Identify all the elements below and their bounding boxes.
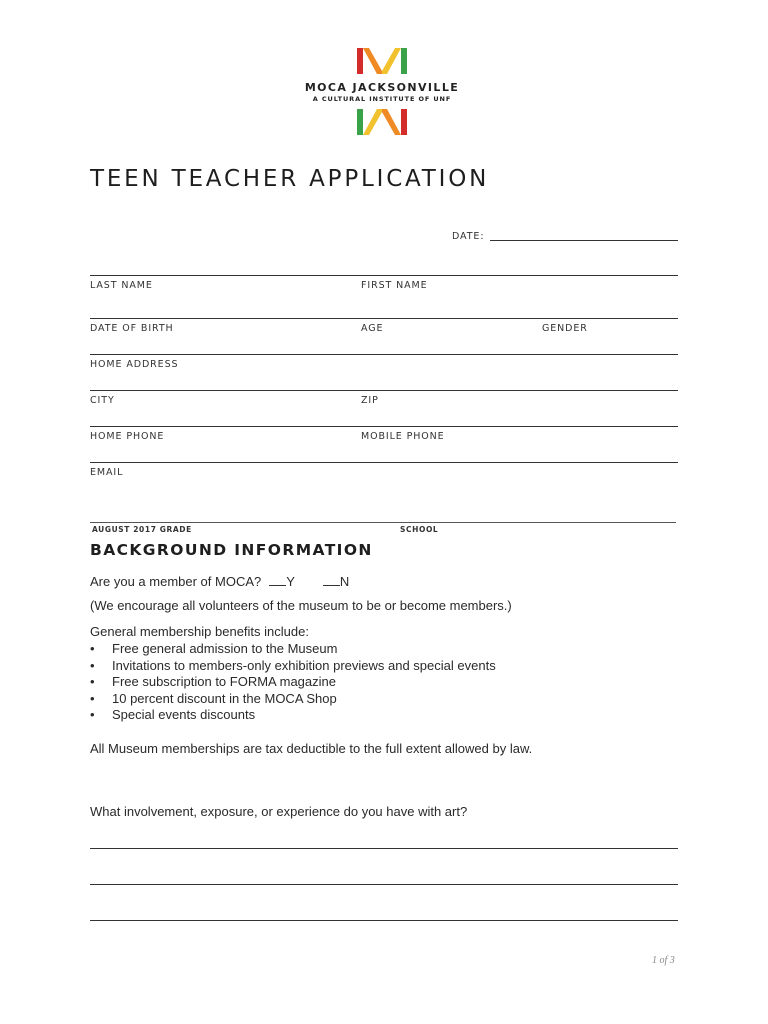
- benefit-text: Special events discounts: [112, 707, 256, 723]
- member-yes-option: Y: [286, 574, 295, 589]
- dob-field-line[interactable]: [90, 318, 678, 319]
- benefit-text: 10 percent discount in the MOCA Shop: [112, 690, 337, 706]
- date-of-birth-label: DATE OF BIRTH: [90, 323, 174, 334]
- email-field-line[interactable]: [90, 462, 678, 463]
- benefits-list: [90, 641, 496, 724]
- list-item: • 10 percent discount in the MOCA Shop: [90, 690, 337, 706]
- benefit-text: Free subscription to FORMA magazine: [112, 674, 336, 690]
- phone-field-line[interactable]: [90, 426, 678, 427]
- email-label: EMAIL: [90, 467, 124, 478]
- member-yes-blank[interactable]: [269, 575, 286, 586]
- art-question: What involvement, exposure, or experience do you have with art?: [90, 804, 468, 819]
- list-item: • Invitations to members-only exhibition previews and special events: [90, 657, 496, 673]
- list-item: • Free subscription to FORMA magazine: [90, 674, 336, 690]
- last-name-label: LAST NAME: [90, 280, 153, 291]
- name-field-line[interactable]: [90, 275, 678, 276]
- list-item: • Special events discounts: [90, 707, 256, 723]
- home-address-label: HOME ADDRESS: [90, 359, 179, 370]
- list-item: • Free general admission to the Museum: [90, 641, 338, 656]
- org-name: MOCA JACKSONVILLE: [304, 81, 460, 94]
- encourage-note: (We encourage all volunteers of the museum to be or become members.): [90, 598, 512, 613]
- school-label: SCHOOL: [400, 525, 439, 534]
- member-no-blank[interactable]: [323, 575, 340, 586]
- art-answer-line[interactable]: [90, 884, 678, 885]
- tax-note: All Museum memberships are tax deductible to the full extent allowed by law.: [90, 741, 533, 756]
- home-phone-label: HOME PHONE: [90, 431, 165, 442]
- art-answer-line[interactable]: [90, 920, 678, 921]
- member-question-text: Are you a member of MOCA?: [90, 574, 262, 589]
- first-name-label: FIRST NAME: [361, 280, 428, 291]
- art-answer-line[interactable]: [90, 848, 678, 849]
- date-label: DATE:: [452, 231, 485, 242]
- date-field[interactable]: [490, 240, 678, 241]
- benefit-text: Invitations to members-only exhibition previews and special events: [112, 657, 496, 673]
- moca-logo-w-icon: [355, 108, 409, 136]
- org-subtitle: A CULTURAL INSTITUTE OF UNF: [312, 95, 452, 103]
- moca-logo-m-icon: [355, 47, 409, 75]
- gender-label: GENDER: [542, 323, 588, 334]
- page-number: 1 of 3: [652, 955, 675, 966]
- city-label: CITY: [90, 395, 115, 406]
- grade-school-field-line[interactable]: [90, 522, 676, 523]
- background-heading: BACKGROUND INFORMATION: [90, 541, 373, 559]
- member-no-option: N: [339, 574, 350, 589]
- mobile-phone-label: MOBILE PHONE: [361, 431, 445, 442]
- zip-label: ZIP: [361, 395, 379, 406]
- page-title: TEEN TEACHER APPLICATION: [90, 166, 490, 192]
- city-field-line[interactable]: [90, 390, 678, 391]
- member-question: [90, 574, 349, 589]
- address-field-line[interactable]: [90, 354, 678, 355]
- age-label: AGE: [361, 323, 384, 334]
- grade-label: AUGUST 2017 GRADE: [92, 525, 192, 534]
- benefit-text: Free general admission to the Museum: [112, 641, 338, 656]
- benefits-intro: General membership benefits include:: [90, 624, 309, 639]
